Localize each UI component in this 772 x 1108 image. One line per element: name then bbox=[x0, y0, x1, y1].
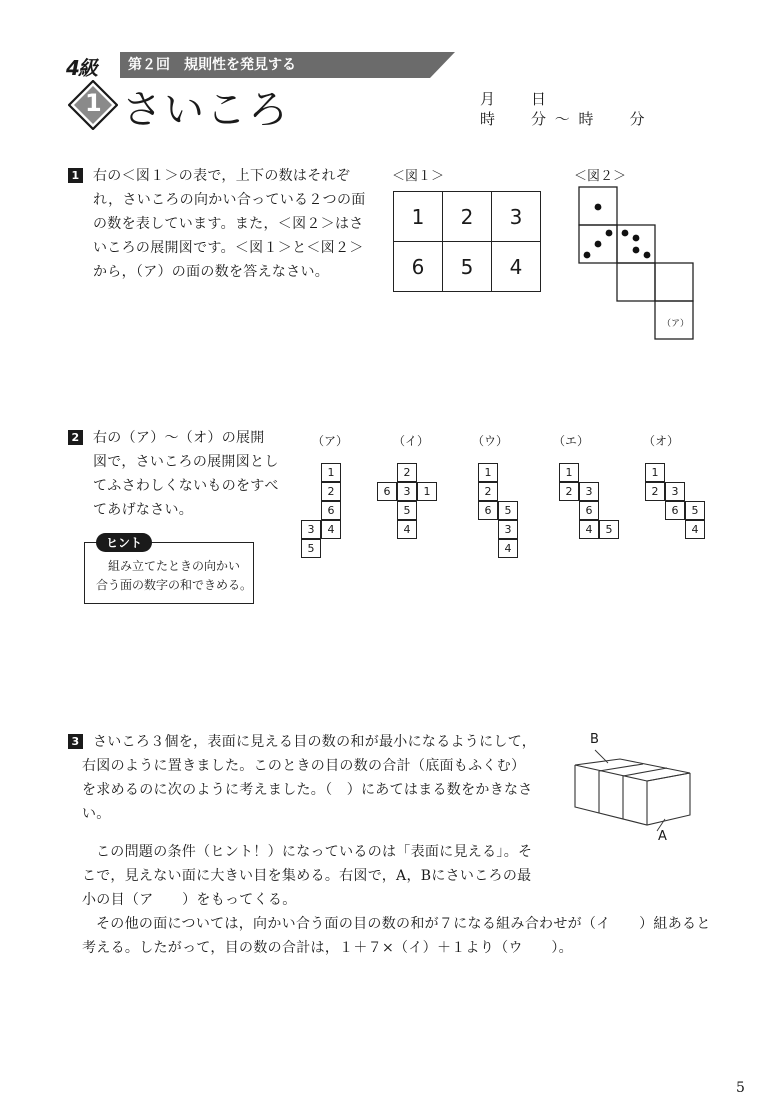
net-label: （ウ） bbox=[472, 434, 509, 448]
section-title: 第２回 規則性を発見する bbox=[128, 57, 296, 73]
fig1-label: ＜図１＞ bbox=[392, 169, 445, 184]
three-dice-figure bbox=[565, 735, 705, 845]
question-3-text bbox=[68, 730, 568, 826]
date-line: 月 日 bbox=[480, 90, 549, 108]
page-number: 5 bbox=[736, 1080, 745, 1096]
time-line: 時 分 〜 時 分 bbox=[480, 110, 647, 128]
hint-line: 合う面の数字の和できめる。 bbox=[96, 578, 253, 592]
fig1-cell: 1 bbox=[394, 192, 443, 242]
net-cell: 6 bbox=[377, 482, 397, 501]
grade-badge: 4級 bbox=[66, 56, 96, 80]
question-2-number: 2 bbox=[68, 430, 83, 445]
question-3-line: 右図のように置きました。このときの目の数の合計（底面もふくむ） bbox=[82, 758, 526, 774]
question-1-line: の数を表しています。また，＜図２＞はさ bbox=[93, 216, 364, 232]
question-3-explanation bbox=[82, 840, 722, 960]
label-a: A bbox=[658, 829, 667, 844]
lesson-title: さいころ bbox=[122, 87, 290, 133]
question-1-line: から，（ア）の面の数を答えなさい。 bbox=[93, 264, 330, 280]
fig2-label: ＜図２＞ bbox=[574, 169, 627, 184]
net-cell: 1 bbox=[417, 482, 437, 501]
pip bbox=[633, 247, 640, 254]
net-label: （イ） bbox=[393, 434, 430, 448]
pip bbox=[644, 252, 651, 259]
net-cell: 3 bbox=[579, 482, 599, 501]
question-1-line: 1 右の＜図１＞の表で，上下の数はそれぞ bbox=[68, 164, 378, 188]
pip bbox=[595, 204, 602, 211]
pip bbox=[595, 241, 602, 248]
net-cell: 3 bbox=[301, 520, 321, 539]
net-cell: 2 bbox=[321, 482, 341, 501]
net-label: （オ） bbox=[643, 434, 680, 448]
fig1-top-row bbox=[394, 192, 541, 242]
question-3-line: 3 さいころ３個を，表面に見える目の数の和が最小になるようにして， bbox=[68, 730, 568, 754]
question-2-line: てあげなさい。 bbox=[93, 502, 194, 518]
net-cell: 1 bbox=[559, 463, 579, 482]
net-cell: 4 bbox=[397, 520, 417, 539]
pip bbox=[622, 230, 629, 237]
hint-text bbox=[96, 557, 252, 595]
question-1-line: いころの展開図です。＜図１＞と＜図２＞ bbox=[93, 240, 364, 256]
question-2-line: てふさわしくないものをすべ bbox=[93, 478, 279, 494]
net-cell: 2 bbox=[559, 482, 579, 501]
net-cell: 3 bbox=[665, 482, 685, 501]
net-label: （エ） bbox=[553, 434, 590, 448]
hint-line: 組み立てたときの向かい bbox=[108, 559, 241, 573]
net-cell: 6 bbox=[321, 501, 341, 520]
fig1-bottom-row bbox=[394, 242, 541, 292]
question-1-number: 1 bbox=[68, 168, 83, 183]
explanation-line: 考える。したがって，目の数の合計は，１＋７×（イ）＋１より（ウ ）。 bbox=[82, 940, 573, 956]
question-2-line: 2 右の（ア）〜（オ）の展開 bbox=[68, 426, 288, 450]
net-cell: 6 bbox=[665, 501, 685, 520]
question-3-line: い。 bbox=[82, 806, 111, 822]
net-cell: 6 bbox=[579, 501, 599, 520]
net-cell: 4 bbox=[498, 539, 518, 558]
lesson-number: 1 bbox=[85, 89, 102, 117]
question-2-text bbox=[68, 426, 288, 522]
net-cell: 6 bbox=[478, 501, 498, 520]
net-cell: 4 bbox=[321, 520, 341, 539]
fig1-cell: 2 bbox=[443, 192, 492, 242]
pip bbox=[584, 252, 591, 259]
net-cell: 5 bbox=[685, 501, 705, 520]
net-cell: 1 bbox=[321, 463, 341, 482]
net-cell: 1 bbox=[478, 463, 498, 482]
question-1-line: れ，さいころの向かい合っている２つの面 bbox=[93, 192, 366, 208]
net-cell: 2 bbox=[645, 482, 665, 501]
fig1-cell: 3 bbox=[492, 192, 541, 242]
net-cell: 5 bbox=[397, 501, 417, 520]
net-label: （ア） bbox=[312, 434, 349, 448]
explanation-line: こで，見えない面に大きい目を集める。右図で，A，Bにさいころの最 bbox=[82, 868, 532, 884]
fig1-cell: 5 bbox=[443, 242, 492, 292]
hint-badge: ヒント bbox=[96, 533, 152, 552]
question-3-line: を求めるのに次のように考えました。（ ）にあてはまる数をかきなさ bbox=[82, 782, 533, 798]
net-cell: 4 bbox=[579, 520, 599, 539]
net-cell: 4 bbox=[685, 520, 705, 539]
net-cell: 5 bbox=[498, 501, 518, 520]
fig1-table bbox=[393, 191, 541, 292]
header bbox=[60, 40, 720, 140]
net-cell: 5 bbox=[301, 539, 321, 558]
net-cell: 1 bbox=[645, 463, 665, 482]
fig2-cell-label: （ア） bbox=[662, 319, 690, 329]
label-b: B bbox=[590, 732, 599, 747]
fig1-cell: 4 bbox=[492, 242, 541, 292]
explanation-line: 小の目（ア ）をもってくる。 bbox=[82, 892, 297, 908]
net-cell: 2 bbox=[397, 463, 417, 482]
question-1-text bbox=[68, 164, 378, 284]
net-cell: 3 bbox=[397, 482, 417, 501]
net-cell: 5 bbox=[599, 520, 619, 539]
question-3-number: 3 bbox=[68, 734, 83, 749]
pip bbox=[633, 235, 640, 242]
question-2-line: 図で，さいころの展開図とし bbox=[93, 454, 279, 470]
fig1-cell: 6 bbox=[394, 242, 443, 292]
net-cell: 2 bbox=[478, 482, 498, 501]
explanation-line: その他の面については，向かい合う面の目の数の和が７になる組み合わせが（イ ）組あると bbox=[96, 916, 711, 932]
net-cell: 3 bbox=[498, 520, 518, 539]
pip bbox=[606, 230, 613, 237]
explanation-line: この問題の条件（ヒント！）になっているのは「表面に見える」。そ bbox=[96, 844, 533, 860]
